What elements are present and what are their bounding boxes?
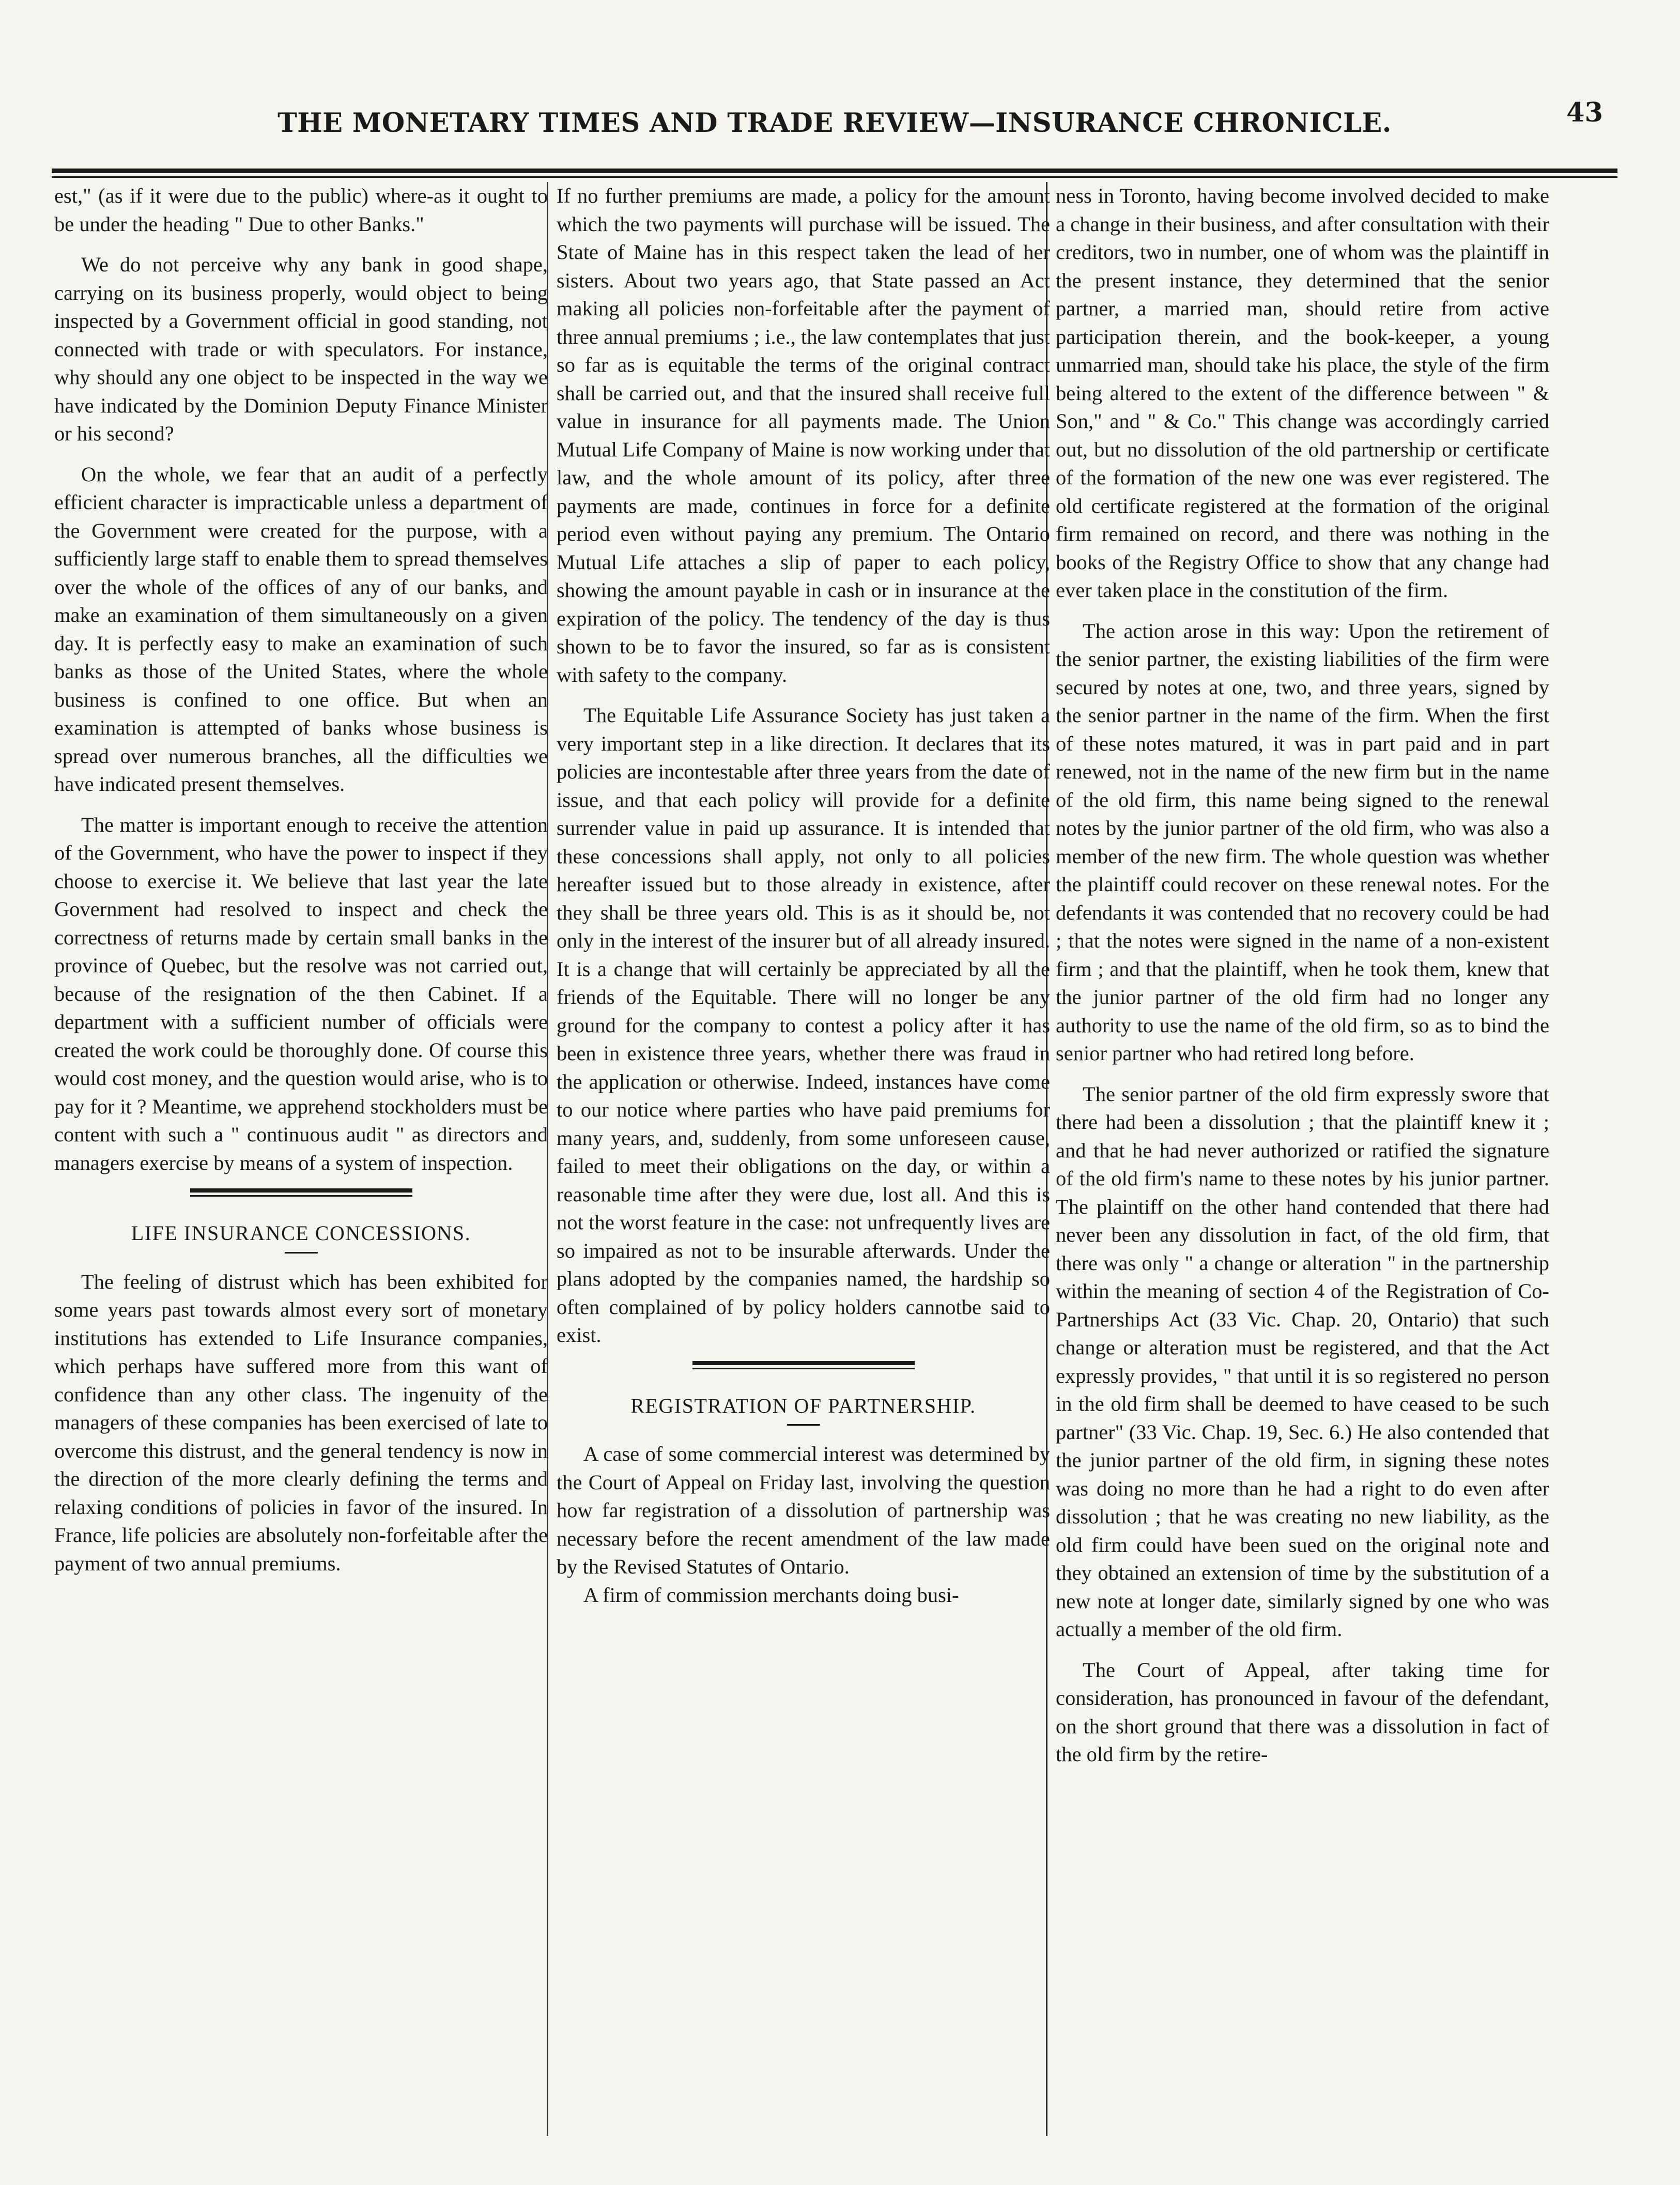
paragraph: A case of some commercial interest was determined by the Court of Appeal on Friday last, involving the question how far registration of a dissolution of partnership was necessary before the recent amendment of the law made by the Revised Statutes of Ontario. [557,1442,1050,1578]
paragraph: The Court of Appeal, after taking time for consideration, has pronounced in favour of the defendant, on the short ground that there was a dissolution in fact of the old firm by the retire- [1056,1658,1549,1766]
paragraph: If no further premiums are made, a policy for the amount which the two payments will purchase will be issued. The State of Maine has in this respect taken the lead of her sisters. About two years ago, that State passed an Act making all policies non-forfeitable after the payment of three annual premiums ; i.e., the law contemplates that just so far as is equitable the terms of the original contract shall be carried out, and that the insured shall receive full value in insurance for all payments made. The Union Mutual Life Company of Maine is now working under that law, and the whole amount of its policy, after three payments are made, continues in force for a definite period even without paying any premium. The Ontario Mutual Life attaches a slip of paper to each policy, showing the amount payable in cash or in insurance at the expiration of the policy. The tendency of the day is thus shown to be to favor the insured, so far as is consistent with safety to the company. [557,184,1050,686]
page-header [52,67,1617,155]
running-head: THE MONETARY TIMES AND TRADE REVIEW—INSURANCE CHRONICLE. [277,108,1392,139]
paragraph: On the whole, we fear that an audit of a perfectly efficient character is impracticable unless a department of the Government were created for the purpose, with a sufficiently large staff to enable them to spread themselves over the whole of the offices of any of our banks, and make an examination of them simultaneously on a given day. It is perfectly easy to make an examination of such banks as those of the United States, where the whole business is confined to one office. But when an examination is attempted of banks whose business is spread over numerous branches, all the difficulties we have indicated present themselves. [54,462,548,796]
header-rule-thin [52,176,1617,178]
section-heading: REGISTRATION OF PARTNERSHIP. [630,1394,976,1417]
column-1 [54,182,548,2141]
paragraph: The senior partner of the old firm expressly swore that there had been a dissolution ; that the plaintiff knew it ; and that he had never authorized or ratified the signature of the old firm's name to these notes by his junior partner. The plaintiff on the other hand contended that there had never been any dissolution in fact, of the old firm, that there was only " a change or alteration " in the partnership within the meaning of section 4 of the Registration of Co-Partnerships Act (33 Vic. Chap. 20, Ontario) that such change or alteration must be registered, and that the Act expressly provides, " that until it is so registered no person in the old firm shall be deemed to have ceased to be such partner" (33 Vic. Chap. 19, Sec. 6.) He also contended that the junior partner of the old firm, in signing these notes was doing no more than he had a right to do even after dissolution ; that he was creating no new liability, as the old firm could have been sued on the original note and they obtained an extension of time by the substitution of a new note at longer date, similarly signed by one who was actually a member of the old firm. [1056,1082,1549,1641]
heading-rule [285,1252,318,1254]
header-rule [52,169,1617,173]
paragraph: est," (as if it were due to the public) where-as it ought to be under the heading " Due to other Banks." [54,184,548,236]
section-separator [190,1188,412,1197]
paragraph: We do not perceive why any bank in good shape, carrying on its business properly, would object to being inspected by a Government official in good standing, not connected with trade or with speculators. For instance, why should any one object to be inspected in the way we have indicated by the Dominion Deputy Finance Minister or his second? [54,253,548,445]
paragraph: ness in Toronto, having become involved decided to make a change in their business, and after consultation with their creditors, two in number, one of whom was the plaintiff in the present instance, they determined that the senior partner, a married man, should retire from active participation therein, and the book-keeper, a young unmarried man, should take his place, the style of the firm being altered to the extent of the difference between " & Son," and " & Co." This change was accordingly carried out, but no dissolution of the old partnership or certificate of the formation of the new one was ever registered. The old certificate registered at the formation of the original firm remained on record, and there was nothing in the books of the Registry Office to show that any change had ever taken place in the constitution of the firm. [1056,184,1549,602]
section-heading: LIFE INSURANCE CONCESSIONS. [131,1221,471,1245]
column-3 [1056,182,1549,2141]
column-2 [557,182,1050,2141]
paragraph: A firm of commission merchants doing busi- [583,1583,959,1607]
paragraph: The Equitable Life Assurance Society has just taken a very important step in a like direction. It declares that its policies are incontestable after three years from the date of issue, and that each policy will provide for a definite surrender value in paid up assurance. It is intended that these concessions shall apply, not only to all policies hereafter issued but to those already in existence, after they shall be three years old. This is as it should be, not only in the interest of the insurer but of all already insured. It is a change that will certainly be appreciated by all the friends of the Equitable. There will no longer be any ground for the company to contest a policy after it has been in existence three years, whether there was fraud in the application or otherwise. Indeed, instances have come to our notice where parties who have paid premiums for many years, and, suddenly, from some unforeseen cause, failed to meet their obligations on the day, or within a reasonable time after they were due, lost all. And this is not the worst feature in the case: not unfrequently lives are so impaired as not to be insurable afterwards. Under the plans adopted by the companies named, the hardship so often complained of by policy holders cannotbe said to exist. [557,704,1050,1347]
paragraph: The feeling of distrust which has been exhibited for some years past towards almost every sort of monetary institutions has extended to Life Insurance companies, which perhaps have suffered more from this want of confidence than any other class. The ingenuity of the managers of these companies has been exercised of late to overcome this distrust, and the general tendency is now in the direction of the more clearly defining the terms and relaxing conditions of policies in favor of the insured. In France, life policies are absolutely non-forfeitable after the payment of two annual premiums. [54,1270,548,1575]
paragraph: The matter is important enough to receive the attention of the Government, who have the power to inspect if they choose to exercise it. We believe that last year the late Government had resolved to inspect and check the correctness of returns made by certain small banks in the province of Quebec, but the resolve was not carried out, because of the resignation of the then Cabinet. If a department with a sufficient number of officials were created the work could be thoroughly done. Of course this would cost money, and the question would arise, who is to pay for it ? Meantime, we apprehend stockholders must be content with such a " continuous audit " as directors and managers exercise by means of a system of inspection. [54,813,548,1174]
heading-rule [787,1424,820,1426]
section-separator [692,1361,915,1369]
paragraph: The action arose in this way: Upon the retirement of the senior partner, the existing liabilities of the firm were secured by notes at one, two, and three years, signed by the senior partner in the name of the firm. When the first of these notes matured, it was in part paid and in part renewed, not in the name of the new firm but in the name of the old firm, this name being signed to the renewal notes by the junior partner of the old firm, who was also a member of the new firm. The whole question was whether the plaintiff could recover on these renewal notes. For the defendants it was contended that no recovery could be had ; that the notes were signed in the name of a non-existent firm ; and that the plaintiff, when he took them, knew that the junior partner of the old firm had no longer any authority to use the name of the old firm, so as to bind the senior partner who had retired long before. [1056,619,1549,1065]
page-number: 43 [1566,97,1603,128]
